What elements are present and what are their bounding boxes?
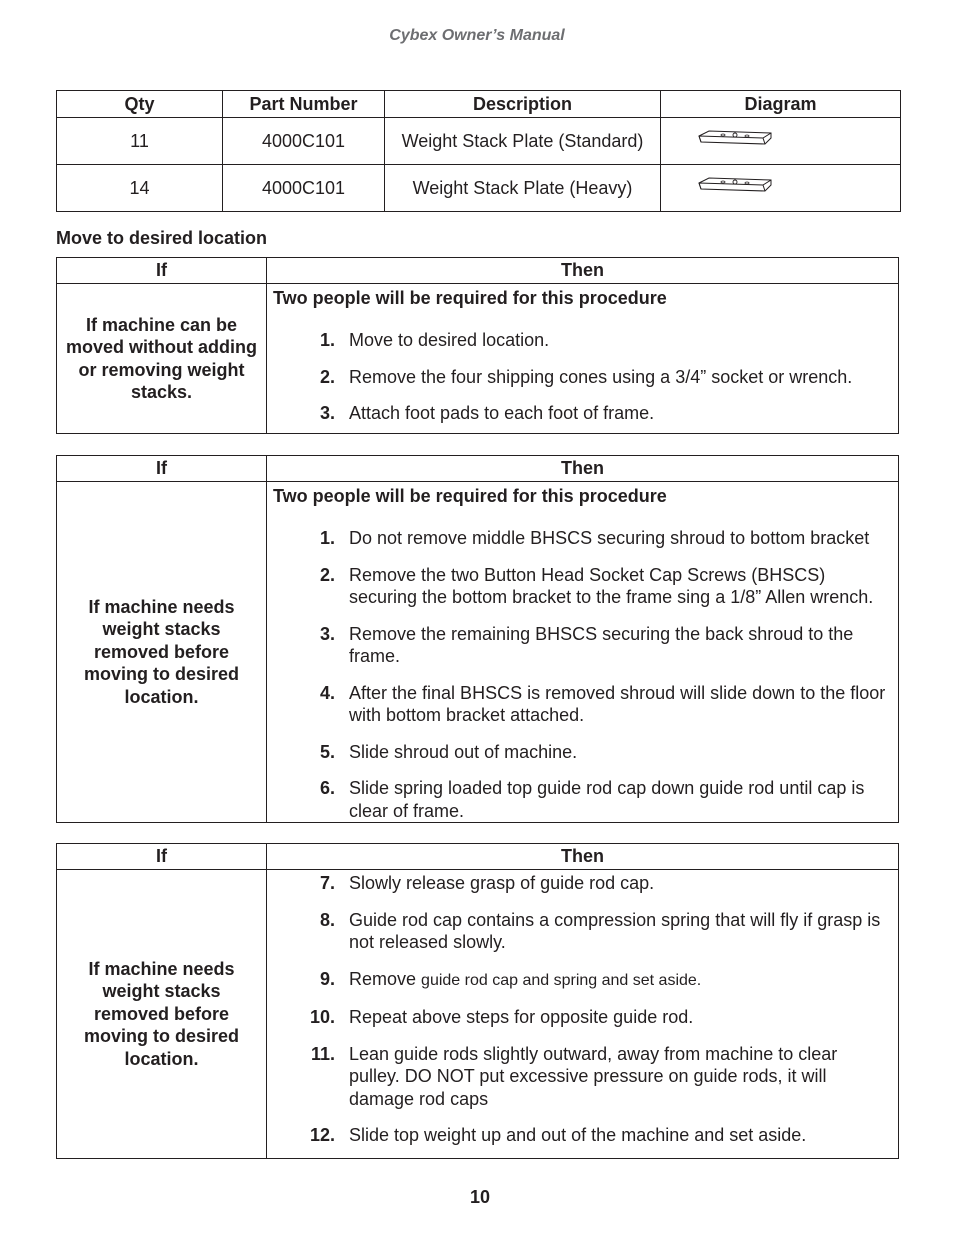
step-text: Slowly release grasp of guide rod cap. [349,873,655,893]
step-text: Remove the four shipping cones using a 3/4” socket or wrench. [349,366,853,387]
list-item [273,909,890,954]
column-header-part-number: Part Number [223,91,385,118]
if-header: If [57,456,267,482]
step-text: Slide spring loaded top guide rod cap down guide rod until cap is clear of frame. [349,778,865,821]
qty-cell: 14 [57,165,223,212]
step-number: 2. [319,564,335,585]
step-text: Remove the two Button Head Socket Cap Screws (BHSCS) securing the bottom bracket to the frame sing a 1/8” Allen wrench. [349,564,874,607]
list-item [273,741,890,764]
procedure-note: Two people will be required for this procedure [273,486,667,506]
if-header: If [57,844,267,870]
steps-cell [267,284,899,434]
step-number: 3. [319,623,335,644]
page-number: 10 [469,1187,491,1207]
step-text: Guide rod cap contains a compression spring that will fly if grasp is not released slowly. [349,909,881,952]
list-item [273,872,890,895]
list-item [273,1006,890,1029]
procedure-table-header [57,844,899,870]
list-item [273,623,890,668]
weight-plate-icon [697,176,773,196]
column-header-diagram: Diagram [661,91,901,118]
step-text: Slide top weight up and out of the machine and set aside. [349,1125,807,1145]
list-item [273,1124,890,1147]
step-text: Remove the remaining BHSCS securing the back shroud to the frame. [349,623,854,666]
step-list [273,527,890,822]
diagram-cell [661,165,901,212]
procedure-table-header [57,456,899,482]
step-text-part: Remove [349,968,417,989]
if-header: If [57,258,267,284]
step-number: 2. [319,366,335,387]
step-text: After the final BHSCS is removed shroud will slide down to the floor with bottom bracket attached. [349,682,886,725]
step-number: 1. [319,528,335,548]
table-row [57,284,899,434]
step-text: Attach foot pads to each foot of frame. [349,403,655,423]
column-header-qty: Qty [57,91,223,118]
step-text [349,968,890,993]
condition-cell: If machine can be moved without adding or removing weight stacks. [57,284,267,434]
then-header: Then [267,258,899,284]
parts-table [56,90,901,212]
qty-cell: 11 [57,118,223,165]
list-item [273,402,890,425]
steps-cell [267,482,899,823]
step-number: 10. [309,1007,335,1027]
list-item [273,527,890,550]
description-cell: Weight Stack Plate (Standard) [385,118,661,165]
condition-cell: If machine needs weight stacks removed before moving to desired location. [57,870,267,1159]
step-list [273,329,890,425]
weight-plate-icon [697,129,773,149]
manual-title: Cybex Owner’s Manual [389,27,565,44]
step-list [273,872,890,1147]
list-item [273,329,890,352]
step-number: 3. [319,403,335,423]
then-header: Then [267,844,899,870]
list-item [273,682,890,727]
step-text: Slide shroud out of machine. [349,741,578,762]
parts-table-header [57,91,901,118]
step-text: Repeat above steps for opposite guide rod. [349,1007,694,1027]
list-item [273,777,890,822]
step-number: 1. [319,330,335,350]
then-header: Then [267,456,899,482]
diagram-cell [661,118,901,165]
table-row [57,165,901,212]
procedure-table [56,257,899,434]
section-title: Move to desired location [56,228,268,248]
step-number: 8. [319,909,335,930]
step-text-part: guide rod cap and spring and set aside. [421,971,702,989]
condition-cell: If machine needs weight stacks removed before moving to desired location. [57,482,267,823]
procedure-table [56,843,899,1159]
step-number: 6. [319,778,335,798]
list-item [273,564,890,609]
steps-cell [267,870,899,1159]
step-number: 11. [310,1043,335,1064]
list-item [273,968,890,993]
list-item [273,366,890,389]
part-number-cell: 4000C101 [223,165,385,212]
procedure-note: Two people will be required for this procedure [273,288,667,308]
step-number: 5. [319,741,335,762]
step-number: 12. [309,1125,335,1145]
step-text: Do not remove middle BHSCS securing shroud to bottom bracket [349,528,870,548]
column-header-description: Description [385,91,661,118]
procedure-table-header [57,258,899,284]
step-text: Move to desired location. [349,330,550,350]
step-number: 9. [319,968,335,989]
step-number: 4. [319,682,335,703]
step-text: Lean guide rods slightly outward, away from machine to clear pulley. DO NOT put excessive pressure on guide rods, it will damage rod caps [349,1043,838,1109]
table-row [57,870,899,1159]
description-cell: Weight Stack Plate (Heavy) [385,165,661,212]
table-row [57,482,899,823]
step-number: 7. [319,873,335,893]
procedure-table [56,455,899,823]
list-item [273,1043,890,1111]
part-number-cell: 4000C101 [223,118,385,165]
table-row [57,118,901,165]
